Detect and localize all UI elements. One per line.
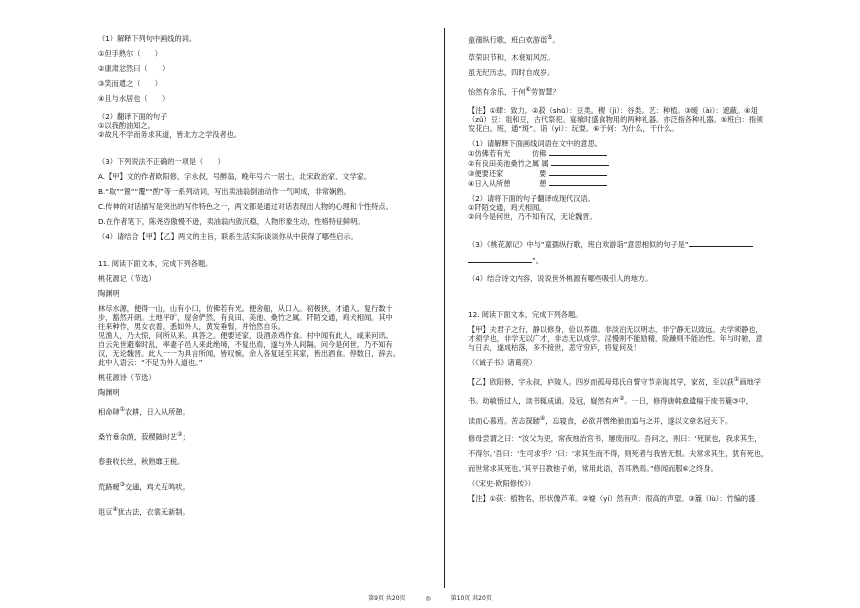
q2-item: ②问今是何世，乃不知有汉，无论魏晋。 <box>468 211 597 221</box>
poem-line: 童孺纵行歌，班白欢游诣⑤。 <box>468 34 560 45</box>
q1-title: （1）解释下列句中画线的词。 <box>98 34 197 43</box>
passage-line: 此中人语云：“不足为外人道也。” <box>98 358 203 367</box>
q2-item: ②故凡不学而务求其道，皆北方之学没者也。 <box>98 130 242 139</box>
passage-line: 读而心慕焉。苦志探赜④，忘寝食，必欲并辔绝驰而追与之并，遂以文章名冠天下。 <box>468 414 733 425</box>
answer-blank[interactable] <box>549 178 607 186</box>
poem-line: 草荣识节和，木衰知风厉。 <box>468 53 555 63</box>
q3-option-d: D.在作者笔下，陈尧咨傲慢不逊，卖油翁内敛沉稳，人物形象生动，性格特征鲜明。 <box>98 217 365 226</box>
q2-title: （2）翻译下面的句子 <box>98 112 168 121</box>
passage-source: （《宋史·欧阳修传》） <box>468 478 535 488</box>
notes-line: 发花白。班，通“斑”。诣（yì）：玩耍。⑥于何：为什么，干什么。 <box>468 123 679 133</box>
answer-blank[interactable] <box>551 158 609 166</box>
q3-prompt: （3）《桃花源记》中与“童孺纵行歌，班白欢游诣”意思相似的句子是“ <box>468 239 788 249</box>
q1-item: ①但手熟尔（ ） <box>98 49 162 58</box>
passage-line: 汉，无论魏晋。此人一一为具言所闻，皆叹惋。余人各复延至其家，皆出酒食。停数日，辞去。 <box>98 349 400 358</box>
q1-item: ②康肃忿然曰（ ） <box>98 64 170 73</box>
column-divider <box>444 28 445 588</box>
answer-blank[interactable] <box>549 168 607 176</box>
poem-title: 桃花源诗（节选） <box>98 373 156 382</box>
passage-line: 往来种作，男女衣着，悉如外人，黄发垂髫，并怡然自乐。 <box>98 322 285 331</box>
passage-line: 书。幼敏悟过人，读书辄成诵。及冠，嶷然有声②。一日，修得唐韩愈遗稿于废书簏③中， <box>468 395 753 406</box>
answer-blank[interactable] <box>468 255 532 263</box>
passage-title: 桃花源记（节选） <box>98 274 156 283</box>
q1-item: ④日入从所憩 憩 <box>468 178 788 188</box>
poem-line: 俎豆④犹古法，衣裳无新制。 <box>98 506 190 517</box>
q1-item: ①仿佛若有光 仿佛 <box>468 148 788 158</box>
q1-item: ②有良田美池桑竹之属 属 <box>468 158 788 168</box>
left-column <box>98 34 428 517</box>
q3-title: （3）下列说法不正确的一项是（ ） <box>98 157 225 166</box>
q3-option-c: C.传神的对话描写是突出的写作特色之一，两文都是通过对话表现出人物的心理和个性特点。 <box>98 202 393 211</box>
poem-line: 桑竹垂余荫，菽稷随时艺②； <box>98 431 190 442</box>
passage-line: 修母尝谓之曰：“汝父为吏，常夜烛治官书，屡废而叹。吾问之，则曰：‘死狱也，我求其生， <box>468 433 762 443</box>
q4-prompt: （4）请结合【甲】【乙】两文的主旨，联系生活实际谈谈你从中获得了哪些启示。 <box>98 232 358 241</box>
passage-line: 与日去，遂成枯落，多不接世，悲守穷庐，将复何及！ <box>468 342 641 352</box>
section-11-title: 11. 阅读下面文本，完成下列各题。 <box>98 259 213 268</box>
passage-source: （《诫子书》诸葛亮） <box>468 357 537 367</box>
passage-line: 才须学也，非学无以广才，非志无以成学。淫慢则不能励精，险躁则不能冶性。年与时驰，意 <box>468 333 763 343</box>
passage-line: 不得尔。’吾曰：‘生可求乎？’曰：‘求其生而不得，则死者与我皆无恨。夫常求其生，犹有死也， <box>468 448 769 458</box>
poem-line: 春蚕收长丝，秋熟靡王税。 <box>98 456 185 466</box>
q2-title: （2）请将下面的句子翻译成现代汉语。 <box>468 193 595 203</box>
q4-prompt: （4）结合诗文内容，说说世外桃源有哪些吸引人的地方。 <box>468 273 653 283</box>
section-12-title: 12. 阅读下面文本，完成下列各题。 <box>468 309 583 319</box>
passage-line: 自云先世避秦时乱，率妻子邑人来此绝境，不复出焉，遂与外人间隔。问今是何世，乃不知有 <box>98 340 393 349</box>
poem-line: 虽无纪历志，四时自成岁。 <box>468 68 555 78</box>
q1-item: ④且与水居也（ ） <box>98 94 170 103</box>
passage-author: 陶渊明 <box>98 289 120 298</box>
answer-blank[interactable] <box>689 239 753 247</box>
passage-line: 【甲】夫君子之行，静以修身，俭以养德。非淡泊无以明志，非宁静无以致远。夫学须静也， <box>468 324 763 334</box>
q2-item: ①阡陌交通，鸡犬相闻。 <box>468 202 547 212</box>
binding-mark-icon: ◎ <box>425 595 431 602</box>
page-number-right: 第10页 共20页 <box>450 595 492 602</box>
q3-option-a: A.【甲】文的作者欧阳修，字永叔，号醉翁，晚年号六一居士，北宋政治家、文学家。 <box>98 172 372 181</box>
page-footer <box>0 593 860 602</box>
q1-title: （1）请解释下面画线词语在文中的意思。 <box>468 138 602 148</box>
poem-line: 相命肆①农耕，日入从所憩。 <box>98 406 190 417</box>
passage-line: 步，豁然开朗。土地平旷，屋舍俨然，有良田、美池、桑竹之属。阡陌交通，鸡犬相闻。其中 <box>98 313 393 322</box>
q3-option-b: B.“取”“置”“覆”“酌”等一系列动词，写出卖油翁倒油动作一气呵成，非常娴熟。 <box>98 187 351 196</box>
notes-line: （zǔ）豆：俎和豆，古代祭祀、宴飨时盛食物用的两种礼器。亦泛指各种礼器。⑤班白：指须 <box>468 114 764 124</box>
poem-author: 陶渊明 <box>98 388 120 397</box>
right-column <box>468 34 788 503</box>
poem-line: 怡然有余乐，于何⑥劳智慧？ <box>468 86 560 97</box>
passage-line: 而世常求其死也。’其平日教他子弟，常用此语，吾耳熟焉。”修闻而服⑥之终身。 <box>468 463 718 473</box>
notes-line: 【注】①肆：致力。②菽（shū）：豆类。稷（jì）：谷类。艺：种植。③暧（ài）：遮蔽。④俎 <box>468 105 758 115</box>
answer-blank[interactable] <box>549 148 607 156</box>
passage-line: 【乙】欧阳修，字永叔，庐陵人。四岁而孤母郑氏自誓守节亲诲其学，家贫，至以荻①画地学 <box>468 375 761 387</box>
poem-line: 荒路暧③交通，鸡犬互鸣吠。 <box>98 480 190 492</box>
passage-line: 见渔人，乃大惊，问所从来。具答之。便要还家，设酒杀鸡作食。村中闻有此人，咸来问讯。 <box>98 331 393 340</box>
page-number-left: 第9页 共20页 <box>368 595 406 602</box>
passage-line: 林尽水源，便得一山，山有小口，仿佛若有光。便舍船，从口入。初极狭，才通人。复行数十 <box>98 304 393 313</box>
q1-item: ③便要还家 要 <box>468 168 788 178</box>
notes-line: 【注】①荻：植物名，形状像芦苇。②嶷（yí）然有声：很高的声望。③簏（lù）：竹编的盛 <box>468 493 756 503</box>
q1-item: ③笑而遣之（ ） <box>98 79 162 88</box>
q2-item: ①以我酌油知之。 <box>98 121 155 130</box>
q3-prompt-end: ”。 <box>468 255 788 265</box>
